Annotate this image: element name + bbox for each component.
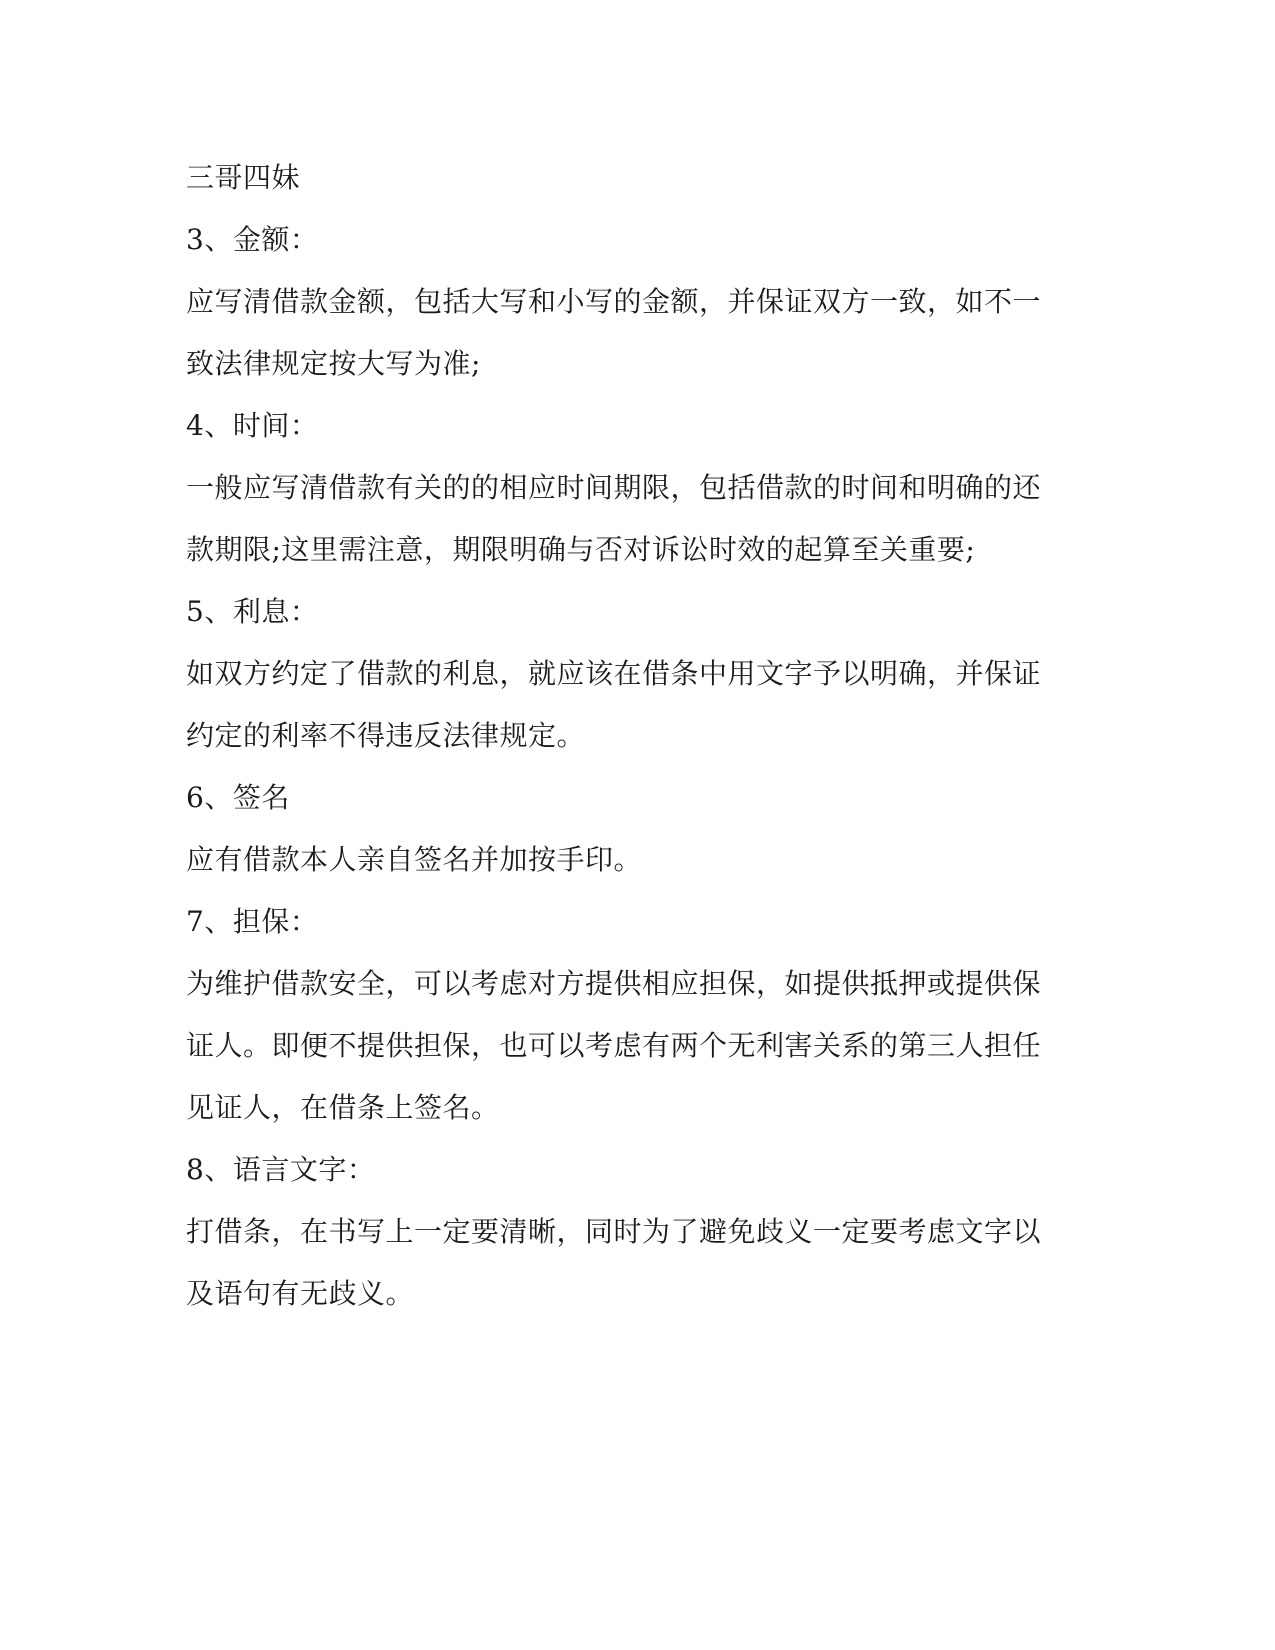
text-line-family: 三哥四妹 xyxy=(186,161,301,194)
section-heading-time: 4、时间： xyxy=(186,409,319,442)
section-heading-guarantee: 7、担保： xyxy=(186,905,319,938)
paragraph-line: 应写清借款金额，包括大写和小写的金额，并保证双方一致，如不一 xyxy=(186,285,1042,318)
paragraph-line: 一般应写清借款有关的的相应时间期限，包括借款的时间和明确的还 xyxy=(186,471,1042,504)
paragraph-line: 致法律规定按大写为准; xyxy=(186,347,481,380)
section-heading-amount: 3、金额： xyxy=(186,223,319,256)
paragraph-line: 应有借款本人亲自签名并加按手印。 xyxy=(186,843,643,876)
section-heading-language: 8、语言文字： xyxy=(186,1153,376,1186)
paragraph-line: 款期限;这里需注意，期限明确与否对诉讼时效的起算至关重要; xyxy=(186,533,976,566)
paragraph-line: 打借条，在书写上一定要清晰，同时为了避免歧义一定要考虑文字以 xyxy=(186,1215,1042,1248)
section-heading-interest: 5、利息： xyxy=(186,595,319,628)
paragraph-line: 如双方约定了借款的利息，就应该在借条中用文字予以明确，并保证 xyxy=(186,657,1042,690)
paragraph-line: 约定的利率不得违反法律规定。 xyxy=(186,719,586,752)
paragraph-line: 及语句有无歧义。 xyxy=(186,1277,415,1310)
document-body xyxy=(186,147,1042,1325)
paragraph-line: 见证人，在借条上签名。 xyxy=(186,1091,500,1124)
section-heading-signature: 6、签名 xyxy=(186,781,290,814)
paragraph-line: 为维护借款安全，可以考虑对方提供相应担保，如提供抵押或提供保 xyxy=(186,967,1042,1000)
paragraph-line: 证人。即便不提供担保，也可以考虑有两个无利害关系的第三人担任 xyxy=(186,1029,1042,1062)
